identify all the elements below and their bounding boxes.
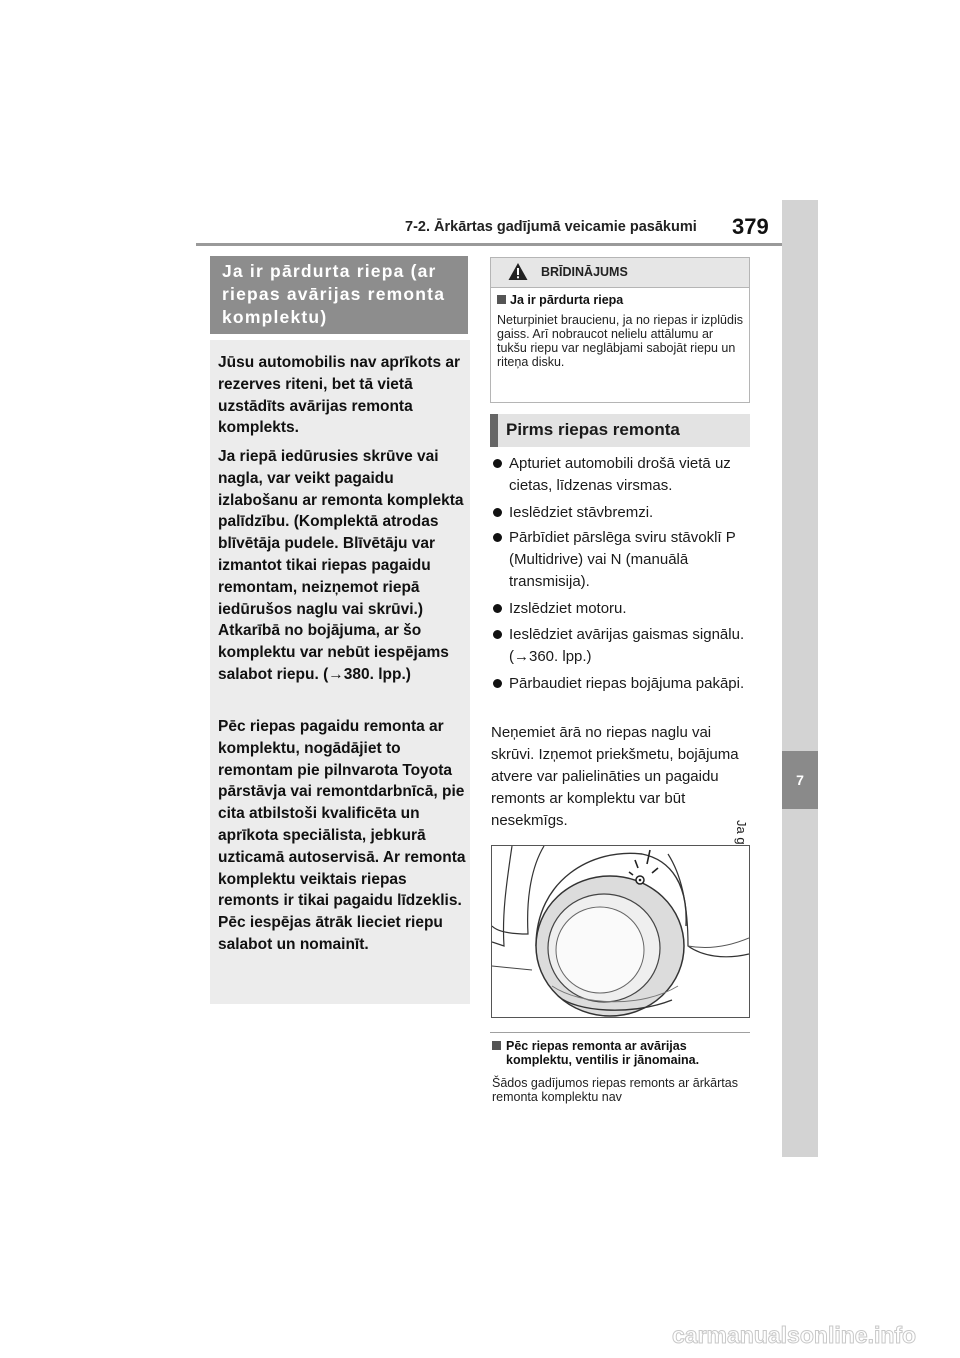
bullet-text: Ieslēdziet avārijas gaismas signālu. (→360. lpp.) bbox=[509, 626, 745, 665]
bullet-text: Pārbīdiet pārslēga sviru stāvoklī P (Multidrive) vai N (manuālā transmisija). bbox=[509, 529, 736, 590]
bullet-item bbox=[493, 673, 755, 695]
after-repair-body: Šādos gadījumos riepas remonts ar ārkārtas remonta komplektu nav bbox=[492, 1076, 738, 1104]
info-paragraph-2: Ja riepā iedūrusies skrūve vai nagla, var veikt pagaidu izlabošanu ar remonta komplekta palīdzību. (Komplektā atrodas blīvētāja pudele. Blīvētāju var izmantot tikai riepas pagaidu remontam, neizņemot riepā iedūrušos naglu vai skrūvi.) Atkarībā no bojājuma, ar šo komplektu var nebūt iespējams salabot riepu. (→380. lpp.) bbox=[218, 448, 464, 683]
bullet-item bbox=[493, 453, 755, 497]
chapter-label bbox=[786, 820, 814, 970]
warning-body: Neturpiniet braucienu, ja no riepas ir izplūdis gaiss. Arī nobraucot nelielu attālumu ar tukšu riepu var neglābjami sabojāt riepu un riteņa disku. bbox=[497, 313, 743, 369]
header-rule bbox=[196, 243, 784, 246]
bullet-item bbox=[493, 598, 755, 620]
warning-subheading-text: Ja ir pārdurta riepa bbox=[510, 293, 624, 307]
section-divider bbox=[490, 1032, 750, 1033]
warning-title: BRĪDINĀJUMS bbox=[541, 265, 628, 279]
bullet-item bbox=[493, 502, 755, 524]
warning-triangle-icon bbox=[508, 262, 528, 281]
after-repair-subheading bbox=[492, 1039, 752, 1067]
bullet-dot-icon bbox=[493, 630, 502, 639]
bullet-item bbox=[493, 624, 755, 668]
bullet-dot-icon bbox=[493, 679, 502, 688]
watermark-text: carmanualsonline.info bbox=[672, 1322, 917, 1348]
nail-removal-note: Neņemiet ārā no riepas naglu vai skrūvi. Izņemot priekšmetu, bojājuma atvere var palielināties un pagaidu remonts ar komplektu var būt nesekmīgs. bbox=[491, 724, 739, 829]
subheader-title: Pirms riepas remonta bbox=[506, 420, 680, 439]
bullet-text: Apturiet automobili drošā vietā uz cietas, līdzenas virsmas. bbox=[509, 455, 731, 494]
bullet-text: Pārbaudiet riepas bojājuma pakāpi. bbox=[509, 675, 745, 692]
bullet-text: Izslēdziet motoru. bbox=[509, 600, 627, 617]
side-tab bbox=[782, 200, 818, 1157]
bullet-item bbox=[493, 527, 755, 593]
subheader-accent-bar bbox=[490, 414, 498, 447]
chapter-number-tab: 7 bbox=[782, 751, 818, 809]
header-section-title: 7-2. Ārkārtas gadījumā veicamie pasākumi bbox=[405, 219, 697, 235]
square-bullet-icon bbox=[497, 295, 506, 304]
punctured-tire-illustration bbox=[491, 845, 750, 1018]
info-paragraph-1: Jūsu automobilis nav aprīkots ar rezerves riteni, bet tā vietā uzstādīts avārijas remonta komplekts. bbox=[218, 354, 461, 437]
square-bullet-icon bbox=[492, 1041, 501, 1050]
bullet-dot-icon bbox=[493, 459, 502, 468]
bullet-dot-icon bbox=[493, 508, 502, 517]
after-repair-subheading-text: Pēc riepas remonta ar avārijas komplektu, ventilis ir jānomaina. bbox=[506, 1039, 700, 1067]
bullet-dot-icon bbox=[493, 604, 502, 613]
page-number: 379 bbox=[732, 214, 769, 239]
info-paragraph-3: Pēc riepas pagaidu remonta ar komplektu, nogādājiet to remontam pie pilnvarota Toyota pārstāvja vai remontdarbnīcā, pie cita atbilstoši kvalificēta un aprīkota speciālista, jebkurā uzticamā autoservisā. Ar remonta komplektu veiktais riepas remonts ir tikai pagaidu līdzeklis. Pēc iespējas ātrāk lieciet riepu salabot un nomainīt. bbox=[218, 718, 466, 953]
warning-subheading bbox=[497, 293, 623, 307]
section-banner-title: Ja ir pārdurta riepa (ar riepas avārijas remonta komplektu) bbox=[222, 261, 446, 327]
bullet-dot-icon bbox=[493, 533, 502, 542]
bullet-text: Ieslēdziet stāvbremzi. bbox=[509, 504, 654, 521]
watermark bbox=[668, 1318, 958, 1352]
